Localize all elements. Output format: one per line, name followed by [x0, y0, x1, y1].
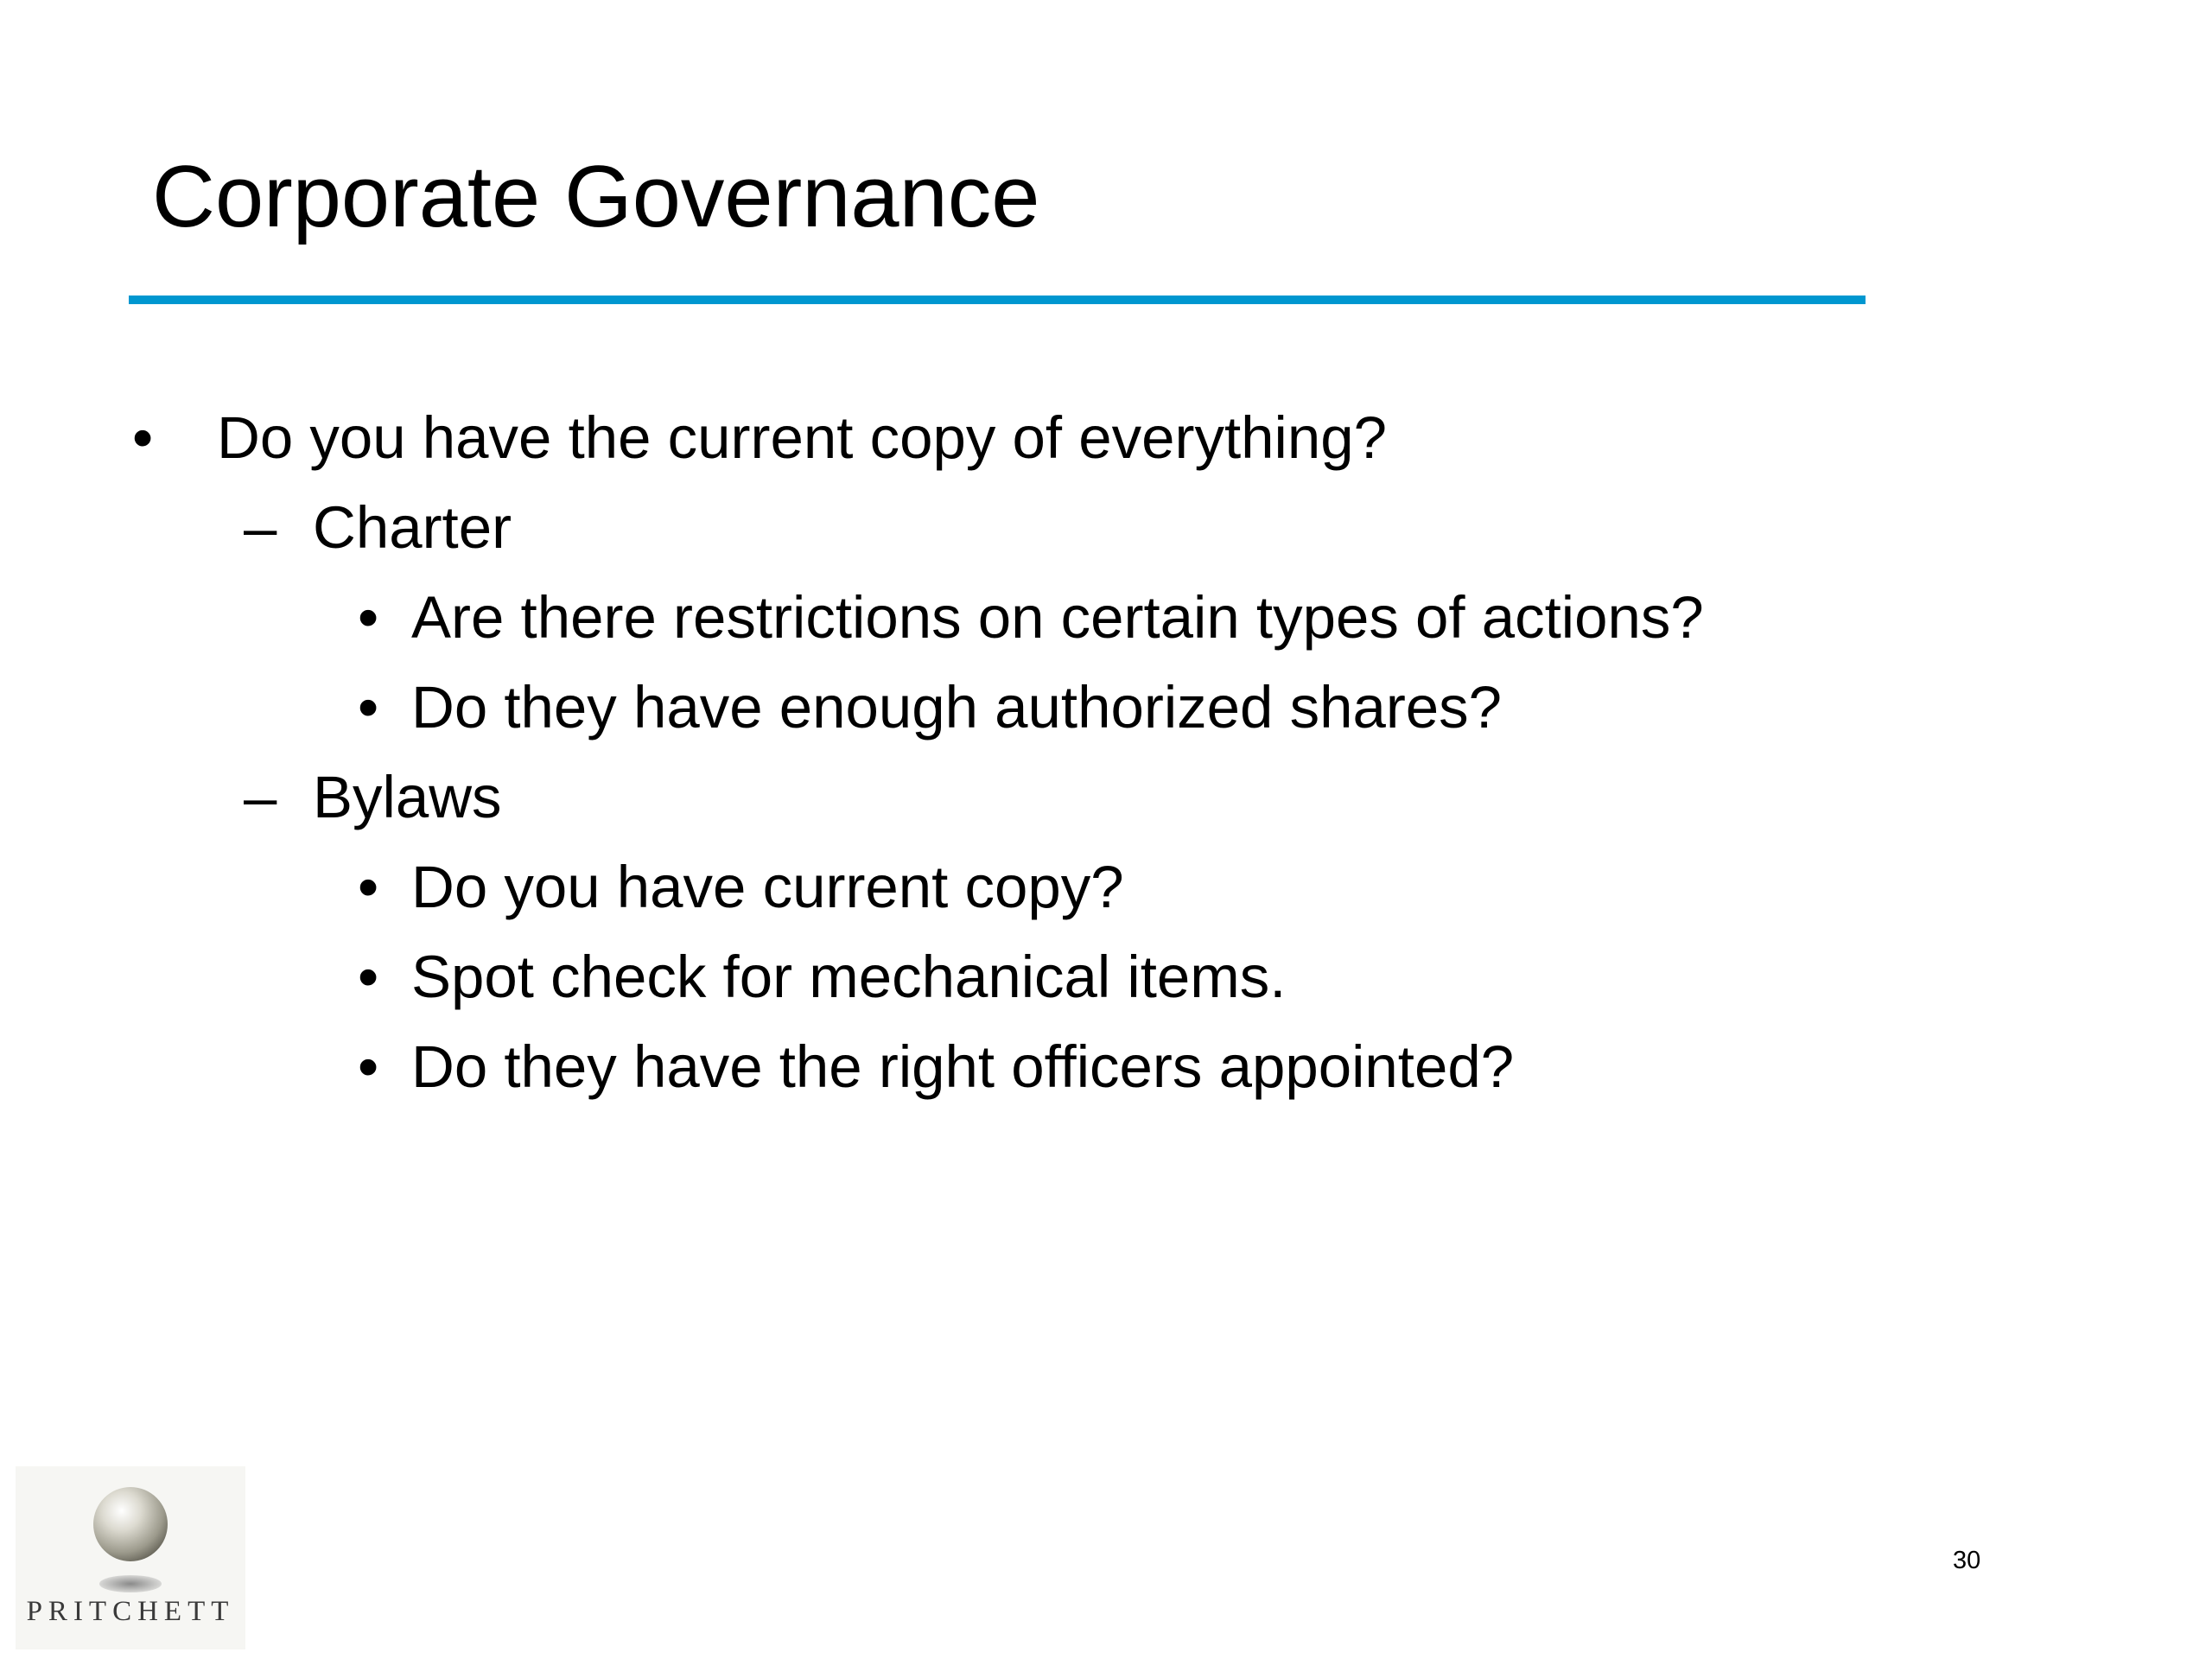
- bullet-text: Do they have the right officers appointed?: [411, 1033, 1515, 1100]
- bullet-text: Spot check for mechanical items.: [411, 944, 1287, 1010]
- bullet-marker: •: [132, 404, 154, 471]
- slide-title: Corporate Governance: [152, 149, 1040, 245]
- bullet-item: [358, 584, 1704, 657]
- logo-wordmark: PRITCHETT: [26, 1596, 235, 1627]
- bullet-marker: –: [244, 764, 277, 830]
- sphere-logo-icon: [16, 1466, 245, 1596]
- bullet-item: [358, 944, 1287, 1016]
- bullet-item: [358, 854, 1124, 926]
- bullet-item: [244, 494, 512, 567]
- bullet-item: [358, 674, 1503, 747]
- bullet-marker: •: [358, 674, 379, 741]
- company-logo: [16, 1466, 245, 1649]
- bullet-text: Are there restrictions on certain types of actions?: [411, 584, 1704, 651]
- page-number: 30: [1953, 1547, 1981, 1574]
- bullet-item: [244, 764, 502, 836]
- bullet-item: [132, 404, 1387, 477]
- bullet-text: Do you have current copy?: [411, 854, 1124, 920]
- bullet-marker: •: [358, 584, 379, 651]
- bullet-item: [358, 1033, 1515, 1106]
- bullet-text: Bylaws: [313, 764, 502, 830]
- bullet-text: Do they have enough authorized shares?: [411, 674, 1503, 741]
- bullet-marker: •: [358, 1033, 379, 1100]
- bullet-marker: •: [358, 854, 379, 920]
- bullet-text: Charter: [313, 494, 512, 561]
- bullet-marker: •: [358, 944, 379, 1010]
- bullet-text: Do you have the current copy of everything?: [217, 404, 1387, 471]
- bullet-marker: –: [244, 494, 277, 561]
